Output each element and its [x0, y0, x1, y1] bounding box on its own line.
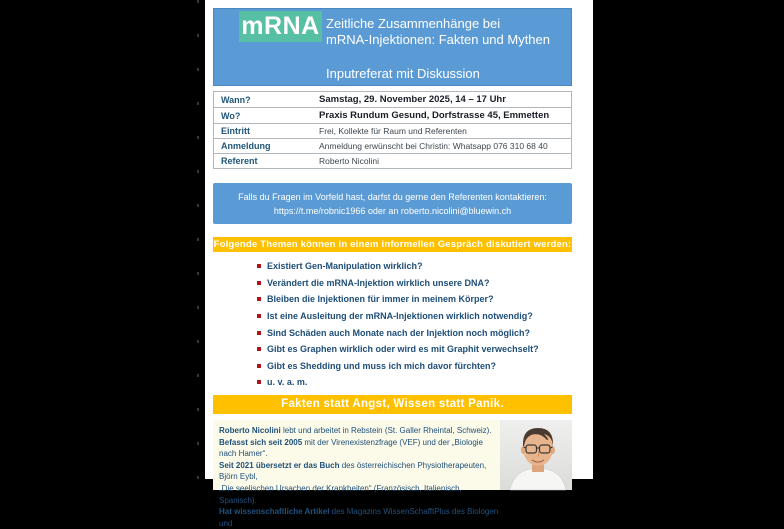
table-row-wo — [213, 107, 572, 124]
bio-line: Hat wissenschaftliche Artikel des Magazins WissenSchafftPlus des Biologen und — [219, 507, 499, 528]
title-line-1: Zeitliche Zusammenhänge bei — [326, 16, 501, 31]
table-row-wann — [213, 91, 572, 108]
bullet-square-icon — [257, 297, 261, 301]
row-value: Praxis Rundum Gesund, Dorfstrasse 45, Emmetten — [319, 110, 550, 121]
topic-item: Existiert Gen-Manipulation wirklich? — [257, 258, 572, 275]
row-label: Anmeldung — [221, 141, 271, 151]
topics-list — [257, 258, 572, 391]
bullet-square-icon — [257, 314, 261, 318]
bio-text — [219, 425, 501, 529]
row-label: Wo? — [221, 110, 241, 121]
table-row-anmeldung — [213, 138, 572, 154]
title-line-2: mRNA-Injektionen: Fakten und Mythen — [326, 31, 550, 47]
bullet-square-icon — [257, 347, 261, 351]
flyer-subtitle: Inputreferat mit Diskussion — [326, 66, 480, 81]
flyer-header — [213, 8, 572, 86]
bullet-square-icon — [257, 331, 261, 335]
bullet-square-icon — [257, 364, 261, 368]
row-value: Roberto Nicolini — [319, 156, 379, 166]
bio-line: Roberto Nicolini lebt und arbeitet in Rebstein (St. Galler Rheintal, Schweiz). — [219, 426, 492, 435]
topic-item: Ist eine Ausleitung der mRNA-Injektionen wirklich notwendig? — [257, 308, 572, 325]
table-row-eintritt — [213, 123, 572, 139]
bio-line: „Die seelischen Ursachen der Krankheiten“ (Französisch, Italienisch, Spanisch). — [219, 483, 462, 505]
bullet-square-icon — [257, 264, 261, 268]
contact-link-text: https://t.me/robnic1966 oder an roberto.nicolini@bluewin.ch — [273, 205, 512, 216]
bullet-square-icon — [257, 281, 261, 285]
bio-line: Befasst sich seit 2005 mit der Virenexistenzfrage (VEF) und der „Biologie nach Hamer“. — [219, 437, 483, 459]
topic-item: Sind Schäden auch Monate nach der Injektion noch möglich? — [257, 324, 572, 341]
topic-item: Gibt es Shedding und muss ich mich davor fürchten? — [257, 358, 572, 375]
row-value: Frei, Kollekte für Raum und Referenten — [319, 126, 467, 136]
row-label: Wann? — [221, 94, 251, 105]
event-flyer — [205, 0, 593, 528]
row-label: Eintritt — [221, 126, 250, 136]
event-details-table — [213, 91, 572, 169]
row-value: Samstag, 29. November 2025, 14 – 17 Uhr — [319, 94, 506, 105]
mrna-badge: mRNA — [239, 11, 322, 42]
flyer-title — [326, 16, 550, 47]
row-value: Anmeldung erwünscht bei Christin: Whatsapp 076 310 68 40 — [319, 141, 548, 151]
topic-item: u. v. a. m. — [257, 374, 572, 391]
bio-line: Seit 2021 übersetzt er das Buch des österreichischen Physiotherapeuten, Björn Eybl, — [219, 460, 487, 482]
topic-item: Bleiben die Injektionen für immer in meinem Körper? — [257, 291, 572, 308]
slogan-banner: Fakten statt Angst, Wissen statt Panik. — [213, 395, 572, 414]
topic-item: Verändert die mRNA-Injektion wirklich unsere DNA? — [257, 275, 572, 292]
bullet-square-icon — [257, 380, 261, 384]
contact-line: Falls du Fragen im Vorfeld hast, darfst du gerne den Referenten kontaktieren: — [238, 191, 547, 202]
referent-bio — [213, 420, 572, 528]
row-label: Referent — [221, 156, 258, 166]
contact-box — [213, 183, 572, 224]
fold-marks-left — [197, 0, 199, 479]
topics-heading-banner: Folgende Themen können in einem informellen Gespräch diskutiert werden: — [213, 239, 572, 250]
topic-item: Gibt es Graphen wirklich oder wird es mit Graphit verwechselt? — [257, 341, 572, 358]
table-row-referent — [213, 153, 572, 169]
referent-photo — [500, 420, 572, 490]
